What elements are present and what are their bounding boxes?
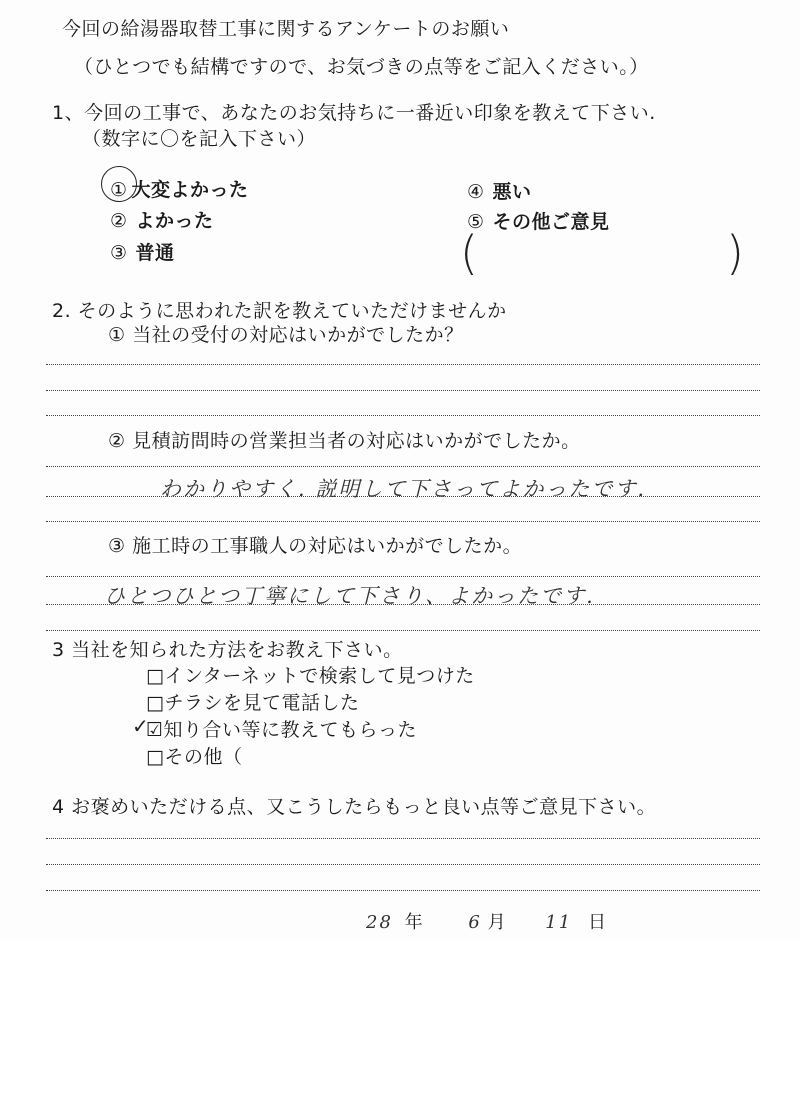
answer-line: [46, 890, 760, 891]
q3-option-2[interactable]: □チラシを見て電話した: [146, 692, 360, 714]
q1-option-3-num: ③: [110, 242, 128, 264]
answer-line: [46, 630, 760, 631]
answer-line: [46, 604, 760, 605]
q1-option-5-num: ⑤: [467, 211, 485, 233]
answer-line: [46, 576, 760, 577]
survey-subtitle: （ひとつでも結構ですので、お気づきの点等をご記入ください。）: [74, 56, 649, 78]
question-1-note: （数字に〇を記入下さい）: [82, 128, 317, 150]
question-1: 1、今回の工事で、あなたのお気持ちに一番近い印象を教えて下さい.: [52, 102, 656, 124]
q1-option-5-label: その他ご意見: [492, 211, 610, 233]
survey-title: 今回の給湯器取替工事に関するアンケートのお願い: [62, 18, 510, 40]
answer-line: [46, 496, 760, 497]
date-day-label: 日: [587, 912, 606, 933]
answer-line: [46, 521, 760, 522]
q2-sub-1: ① 当社の受付の対応はいかがでしたか？: [108, 324, 464, 346]
answer-line: [46, 838, 760, 839]
date-day-value: 11: [545, 912, 573, 933]
q3-option-3[interactable]: ☑知り合い等に教えてもらった: [146, 719, 418, 741]
q1-option-3[interactable]: [110, 238, 175, 265]
question-2: 2. そのように思われた訳を教えていただけませんか: [52, 300, 507, 322]
q1-option-2-label: よかった: [135, 210, 214, 232]
q1-option-1-label: 大変よかった: [131, 179, 249, 201]
q3-option-1[interactable]: □インターネットで検索して見つけた: [146, 665, 475, 687]
q1-other-open-paren: (: [460, 226, 478, 280]
q1-other-close-paren: ): [726, 226, 744, 280]
answer-line: [46, 415, 760, 416]
answer-line: [46, 466, 760, 467]
q1-option-2-num: ②: [110, 210, 128, 232]
check-mark-icon: ✓: [132, 714, 149, 738]
q1-option-1-num: ①: [110, 179, 128, 201]
q1-option-1[interactable]: [110, 175, 249, 202]
date-year-value: 28: [366, 912, 393, 933]
date: [366, 908, 606, 934]
q1-option-4-label: 悪い: [492, 181, 532, 203]
q3-option-4[interactable]: □その他（: [146, 746, 243, 768]
q1-option-5[interactable]: [467, 207, 610, 234]
date-year-label: 年: [404, 912, 423, 933]
q2-sub-2-answer: わかりやすく. 説明して下さってよかったです.: [160, 477, 647, 501]
q2-sub-3-answer: ひとつひとつ丁寧にして下さり、よかったです.: [104, 584, 595, 608]
answer-line: [46, 390, 760, 391]
q1-option-4-num: ④: [467, 181, 485, 203]
date-month-label: 月: [487, 912, 506, 933]
date-month-value: 6: [468, 912, 482, 933]
q2-sub-3: ③ 施工時の工事職人の対応はいかがでしたか。: [108, 535, 523, 557]
question-4: 4 お褒めいただける点、又こうしたらもっと良い点等ご意見下さい。: [52, 796, 657, 818]
question-3: 3 当社を知られた方法をお教え下さい。: [52, 639, 403, 661]
answer-line: [46, 364, 760, 365]
answer-line: [46, 864, 760, 865]
q1-option-3-label: 普通: [135, 242, 175, 264]
q1-option-2[interactable]: [110, 206, 214, 233]
q2-sub-2: ② 見積訪問時の営業担当者の対応はいかがでしたか。: [108, 430, 581, 452]
q1-option-4[interactable]: [467, 177, 532, 204]
